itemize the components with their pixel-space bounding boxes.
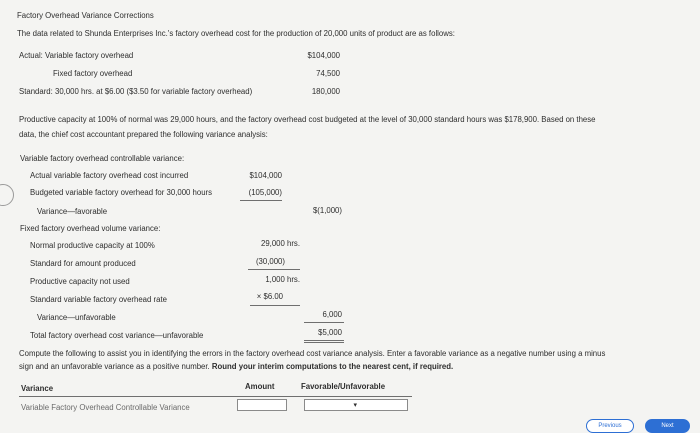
problem-title: Factory Overhead Variance Corrections: [17, 11, 154, 20]
fixed-rate-label: Standard variable factory overhead rate: [30, 295, 167, 304]
total-variance-label: Total factory overhead cost variance—unfavorable: [30, 331, 204, 340]
header-favorable: Favorable/Unfavorable: [301, 382, 386, 391]
header-variance: Variance: [21, 384, 54, 393]
normal-capacity-label: Normal productive capacity at 100%: [30, 241, 155, 250]
controllable-heading: Variable factory overhead controllable variance:: [20, 154, 185, 163]
favorable-select[interactable]: [304, 399, 408, 411]
budgeted-label: Budgeted variable factory overhead for 30,000 hours: [30, 188, 213, 197]
actual-variable-value: $104,000: [307, 51, 340, 60]
fixed-rate-value: × $6.00: [256, 292, 283, 301]
instructions-line1: Compute the following to assist you in identifying the errors in the factory overhead cost variance analysis. Enter a favorable variance as a negative number using a minus: [19, 349, 606, 358]
standard-produced-underline: [248, 269, 300, 270]
actual-incurred-value: $104,000: [249, 171, 282, 180]
analysis-intro-line2: data, the chief cost accountant prepared the following variance analysis:: [19, 130, 268, 139]
instructions-text: sign and an unfavorable variance as a positive number.: [19, 362, 210, 371]
variance-favorable-label: Variance—favorable: [37, 207, 108, 216]
total-variance-value: $5,000: [318, 328, 342, 337]
standard-produced-label: Standard for amount produced: [30, 259, 136, 268]
variance-favorable-value: $(1,000): [312, 206, 342, 215]
amount-input[interactable]: [237, 399, 287, 411]
chevron-down-icon: ▾: [353, 402, 357, 409]
standard-value: 180,000: [311, 87, 340, 96]
standard-produced-value: (30,000): [255, 257, 285, 266]
next-button[interactable]: Next: [645, 419, 690, 433]
volume-heading: Fixed factory overhead volume variance:: [20, 224, 161, 233]
header-amount: Amount: [245, 382, 275, 391]
analysis-intro-line1: Productive capacity at 100% of normal was 29,000 hours, and the factory overhead cost budgeted at the level of 30,000 standard hours was $178,900. Based on these: [19, 115, 596, 124]
fixed-overhead-label: Fixed factory overhead: [53, 69, 133, 78]
intro-text: The data related to Shunda Enterprises Inc.'s factory overhead cost for the production of 20,000 units of product are as follows:: [17, 29, 455, 38]
actual-variable-label: Actual: Variable factory overhead: [19, 51, 134, 60]
instructions-line2: [19, 362, 453, 372]
actual-incurred-label: Actual variable factory overhead cost incurred: [30, 171, 189, 180]
capacity-not-used-value: 1,000 hrs.: [265, 275, 300, 284]
volume-variance-underline: [304, 322, 344, 323]
table-header-rule: [19, 396, 412, 397]
budgeted-value: (105,000): [248, 188, 282, 197]
side-collapse-handle[interactable]: [0, 184, 14, 206]
row-label-controllable: Variable Factory Overhead Controllable Variance: [21, 403, 190, 412]
standard-label: Standard: 30,000 hrs. at $6.00 ($3.50 for variable factory overhead): [19, 87, 253, 96]
budgeted-underline: [240, 200, 282, 201]
variance-unfavorable-label: Variance—unfavorable: [37, 313, 116, 322]
rounding-instruction: Round your interim computations to the nearest cent, if required.: [211, 362, 454, 371]
previous-button[interactable]: Previous: [586, 419, 634, 433]
capacity-not-used-label: Productive capacity not used: [30, 277, 130, 286]
fixed-overhead-value: 74,500: [316, 69, 340, 78]
total-double-underline: [304, 340, 344, 343]
variance-unfavorable-value: 6,000: [322, 310, 342, 319]
fixed-rate-underline: [250, 305, 300, 306]
normal-capacity-value: 29,000 hrs.: [260, 239, 300, 248]
